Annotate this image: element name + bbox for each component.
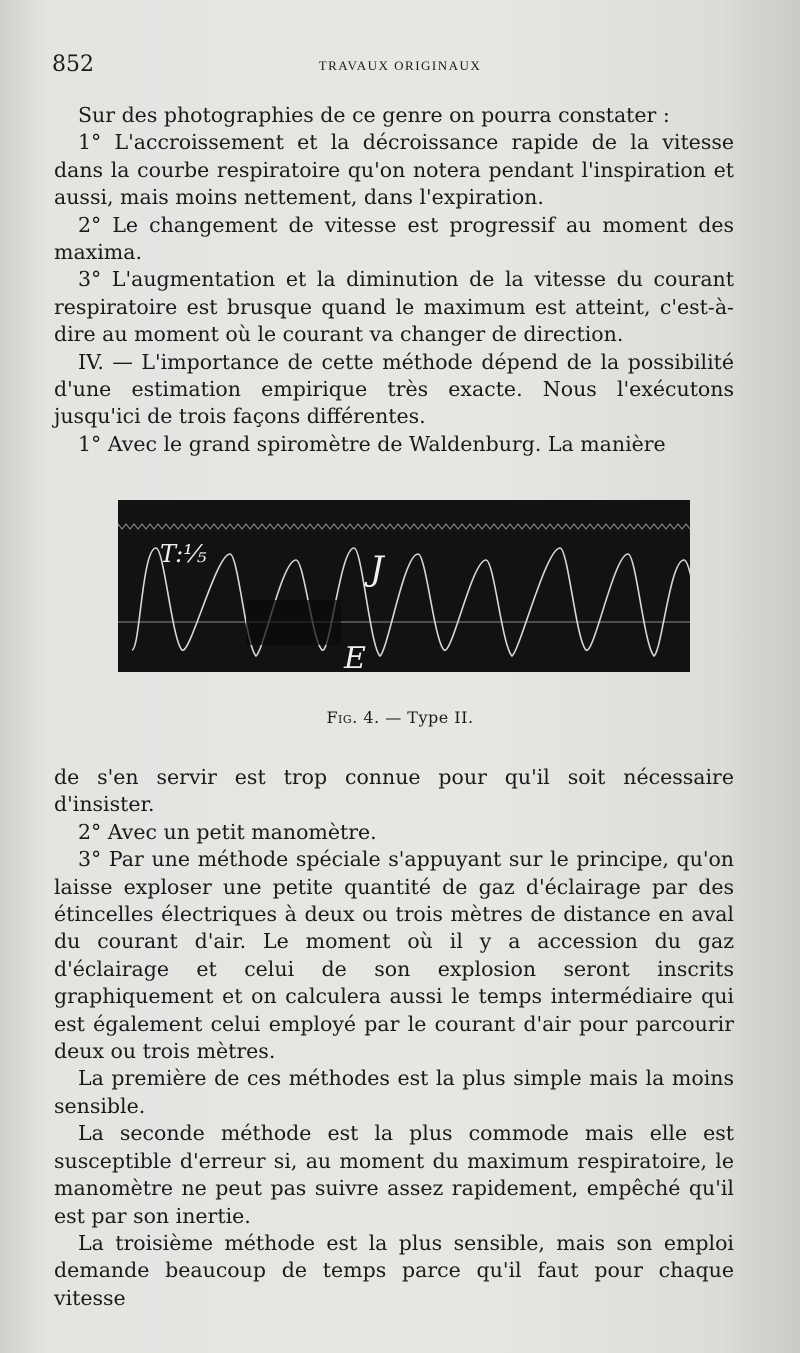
figure-label-time: T:⅕ — [160, 540, 207, 568]
paragraph: La troisième méthode est la plus sensible, mais son emploi demande beaucoup de temps parce qu'il faut pour chaque vitesse — [54, 1230, 734, 1310]
paragraph: 1° L'accroissement et la décroissance rapide de la vitesse dans la courbe respiratoire qu'on notera pendant l'inspiration et aussi, mais moins nettement, dans l'expiration. — [54, 130, 734, 210]
paragraph: IV. — L'importance de cette méthode dépend de la possibilité d'une estimation empirique très exacte. Nous l'exécutons jusqu'ici de trois façons différentes. — [54, 349, 734, 429]
paragraph: de s'en servir est trop connue pour qu'il soit nécessaire d'insister. — [54, 765, 734, 817]
paragraph: 1° Avec le grand spiromètre de Waldenburg. La manière — [78, 431, 666, 456]
running-head: TRAVAUX ORIGINAUX — [318, 58, 482, 73]
paragraph: 2° Le changement de vitesse est progressif au moment des maxima. — [54, 212, 734, 265]
tracing-image — [118, 500, 690, 672]
paragraph: Sur des photographies de ce genre on pourra constater : — [78, 103, 670, 127]
figure-label-expiration: E — [344, 641, 366, 672]
shadow-blot — [246, 600, 341, 645]
paragraph: 2° Avec un petit manomètre. — [78, 819, 377, 844]
paragraph: La première de ces méthodes est la plus simple mais la moins sensible. — [54, 1066, 734, 1118]
body-text-bottom — [54, 764, 734, 1312]
paragraph: 3° L'augmentation et la diminution de la vitesse du courant respiratoire est brusque quand le maximum est atteint, c'est-à-dire au moment où le courant va changer de direction. — [54, 267, 734, 347]
page-number: 852 — [52, 52, 94, 77]
figure-caption — [0, 708, 800, 727]
respiration-tracing-figure — [118, 500, 690, 672]
paragraph: 3° Par une méthode spéciale s'appuyant sur le principe, qu'on laisse exploser une petite quantité de gaz d'éclairage par des étincelles électriques à deux ou trois mètres de distance en aval du courant d'air. Le moment où il y a accession du gaz d'éclairage et celui de son explosion seront inscrits graphiquement et on calculera aussi le temps intermédiaire qui est également celui employé par le courant d'air pour parcourir deux ou trois mètres. — [54, 847, 734, 1064]
figure-number: Fig. 4. — [326, 708, 380, 727]
paragraph: La seconde méthode est la plus commode mais elle est susceptible d'erreur si, au moment du maximum respiratoire, le manomètre ne peut pas suivre assez rapidement, empêché qu'il est par son inertie. — [54, 1121, 734, 1228]
page-header — [52, 52, 748, 82]
body-text-top — [54, 102, 734, 458]
figure-label-inspiration: J — [370, 549, 384, 589]
figure-caption-text: — Type II. — [379, 708, 474, 727]
